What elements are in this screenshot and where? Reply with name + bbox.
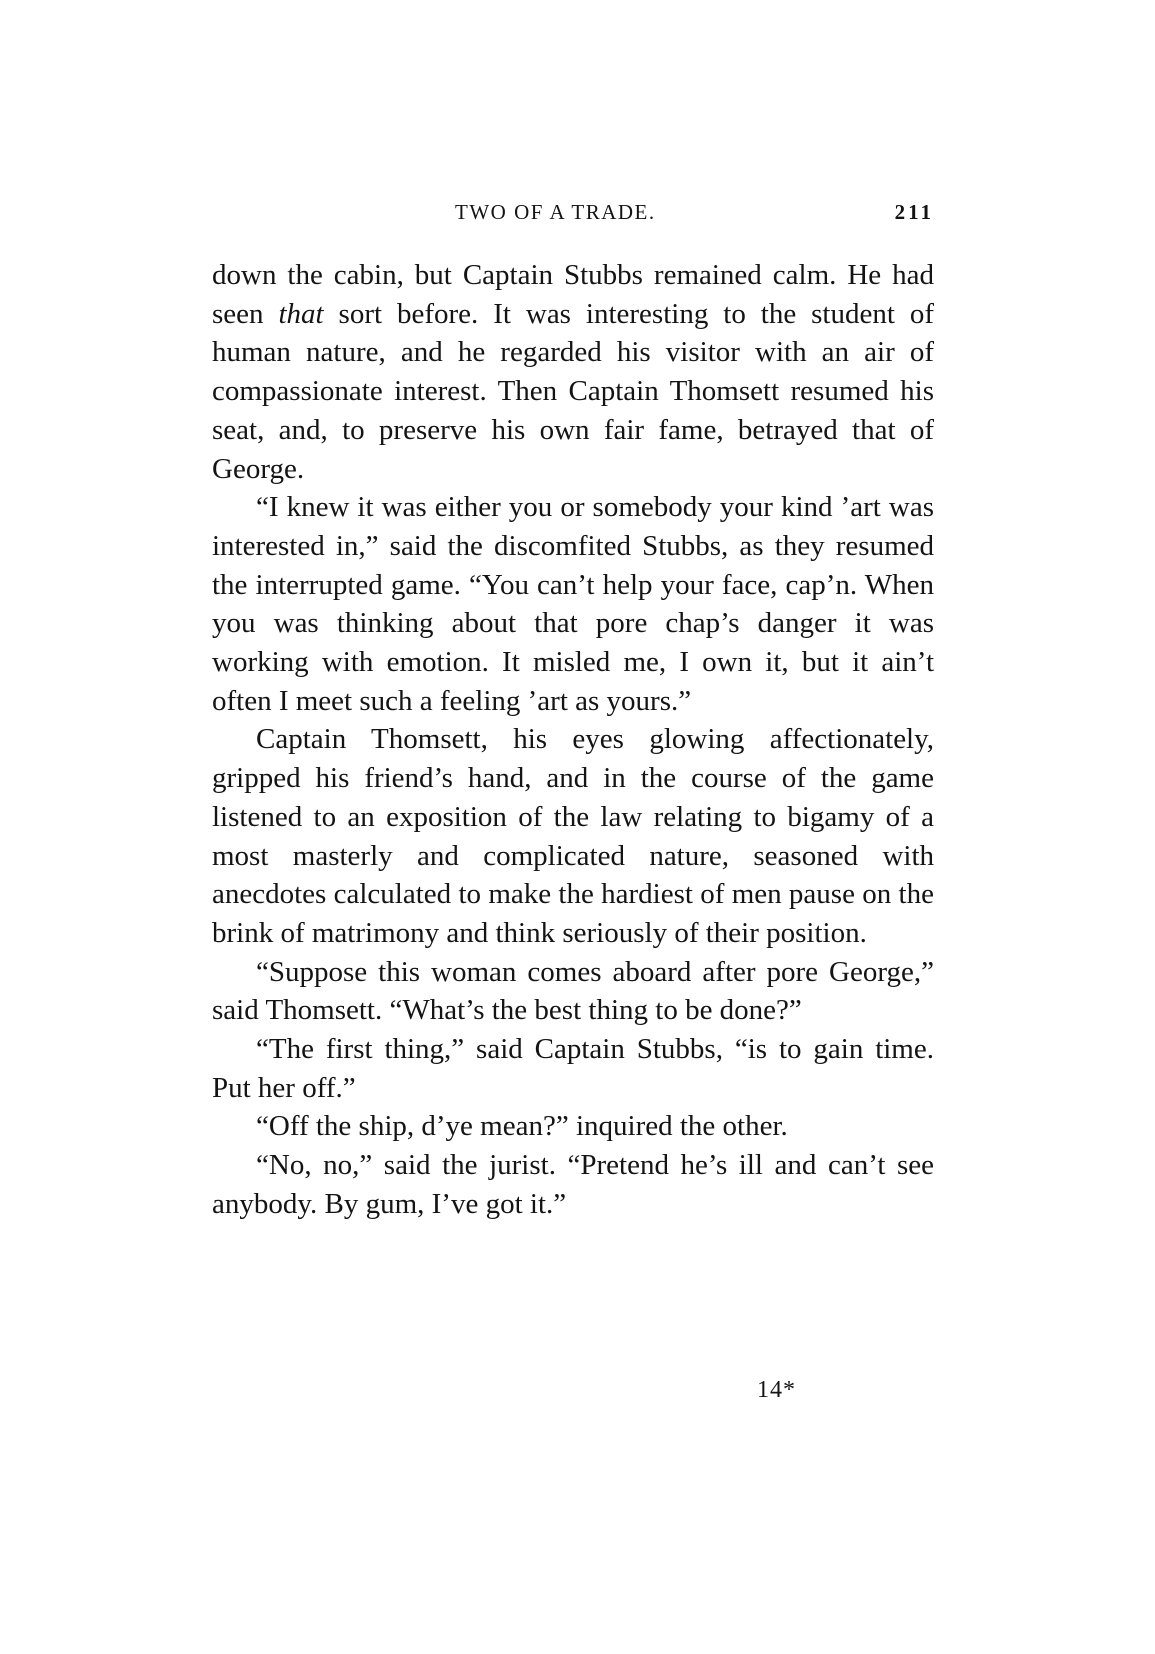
page-number: 211 [894, 200, 934, 224]
paragraph: “No, no,” said the jurist. “Pretend he’s ill and can’t see anybody. By gum, I’ve got it.” [212, 1149, 934, 1220]
paragraph: Captain Thomsett, his eyes glowing affectionately, gripped his friend’s hand, and in the course of the game listened to an exposition of the law relating to bigamy of a most masterly and complicated nature, seasoned with anecdotes calculated to make the hardiest of men pause on the brink of matrimony and think seriously of their position. [212, 723, 934, 949]
paragraph: “I knew it was either you or somebody your kind ’art was interested in,” said the discomfited Stubbs, as they resumed the interrupted game. “You can’t help your face, cap’n. When you was thinking about that pore chap’s danger it was working with emotion. It misled me, I own it, but it ain’t often I meet such a feeling ’art as yours.” [212, 491, 934, 717]
paragraph: “Suppose this woman comes aboard after pore George,” said Thomsett. “What’s the best thing to be done?” [212, 955, 934, 1027]
emphasized-word: that [278, 297, 324, 330]
signature-mark: 14* [757, 1377, 796, 1403]
paragraph: “The first thing,” said Captain Stubbs, “is to gain time. Put her off.” [212, 1033, 934, 1104]
paragraph-continued [212, 256, 934, 488]
body-text [212, 256, 934, 1224]
paragraph-text: down the cabin, but Captain Stubbs remained calm. He had seen [212, 259, 934, 330]
running-head [210, 200, 934, 230]
paragraph-text: sort before. It was interesting to the student of human nature, and he regarded his visitor with an air of compassionate interest. Then Captain Thomsett resumed his seat, and, to preserve his own fair fame, betrayed that of George. [212, 297, 934, 485]
paragraph: “Off the ship, d’ye mean?” inquired the other. [256, 1110, 788, 1143]
running-title: TWO OF A TRADE. [455, 200, 656, 224]
